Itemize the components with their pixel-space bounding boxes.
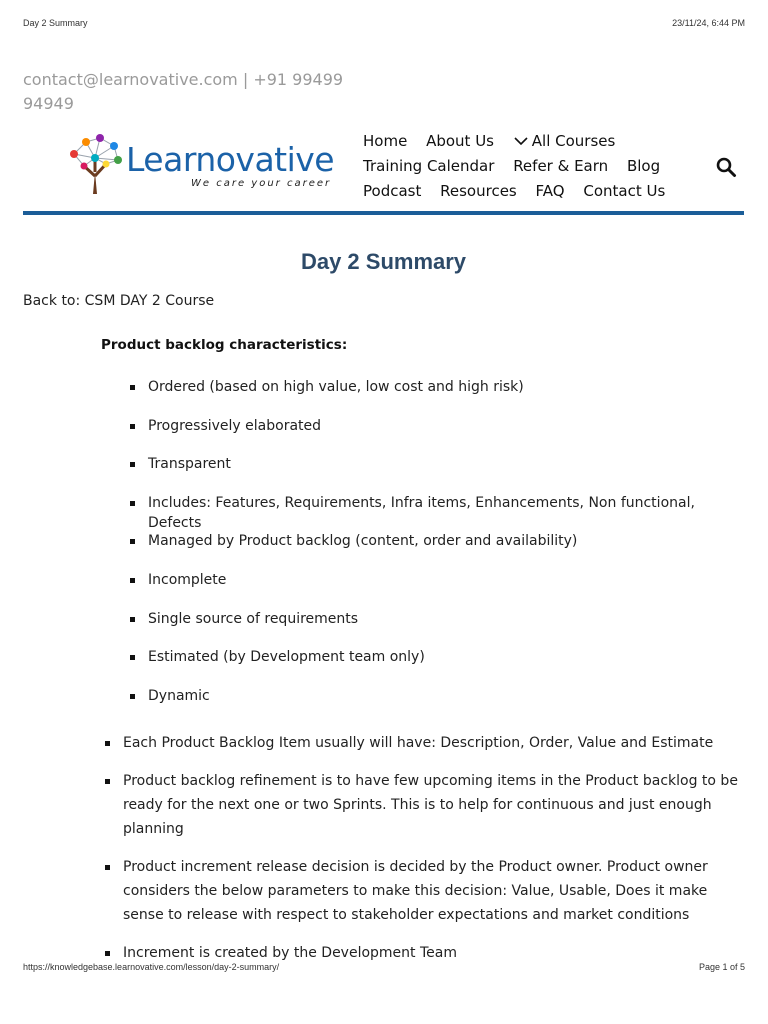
print-header-title: Day 2 Summary xyxy=(23,18,88,28)
back-to-course-link[interactable]: Back to: CSM DAY 2 Course xyxy=(23,293,215,309)
characteristics-list xyxy=(130,377,750,724)
nav-home[interactable]: Home xyxy=(363,132,408,150)
list-item: Dynamic xyxy=(130,686,750,725)
logo-wordmark: Learnovative xyxy=(126,140,335,179)
list-item: Single source of requirements xyxy=(130,609,750,648)
search-icon[interactable] xyxy=(715,156,737,178)
list-item: Includes: Features, Requirements, Infra items, Enhancements, Non functional, Defects xyxy=(130,493,750,532)
list-item: Product backlog refinement is to have few upcoming items in the Product backlog to be ready for the next one or two Sprints. This is to help for continuous and just enough planning xyxy=(105,769,750,841)
summary-points-list xyxy=(105,731,750,979)
chevron-down-icon[interactable] xyxy=(513,135,529,147)
nav-podcast[interactable]: Podcast xyxy=(363,182,422,200)
main-navigation xyxy=(363,131,703,206)
list-item: Ordered (based on high value, low cost and high risk) xyxy=(130,377,750,416)
nav-all-courses-label: All Courses xyxy=(531,132,616,150)
list-item: Product increment release decision is decided by the Product owner. Product owner considers the below parameters to make this decision: Value, Usable, Does it make sense to release with respect to stakeholder expectations and market conditions xyxy=(105,855,750,927)
nav-blog[interactable]: Blog xyxy=(626,157,661,175)
header-divider xyxy=(23,211,744,215)
print-header-timestamp: 23/11/24, 6:44 PM xyxy=(672,18,745,28)
list-item: Incomplete xyxy=(130,570,750,609)
nav-about-us[interactable]: About Us xyxy=(426,132,494,150)
nav-all-courses[interactable] xyxy=(513,131,616,152)
print-footer xyxy=(23,962,745,976)
nav-refer-earn[interactable]: Refer & Earn xyxy=(513,157,609,175)
print-footer-url: https://knowledgebase.learnovative.com/lesson/day-2-summary/ xyxy=(23,962,280,972)
nav-resources[interactable]: Resources xyxy=(440,182,517,200)
contact-info[interactable] xyxy=(23,68,363,116)
list-item: Each Product Backlog Item usually will have: Description, Order, Value and Estimate xyxy=(105,731,750,755)
list-item: Transparent xyxy=(130,454,750,493)
print-footer-page: Page 1 of 5 xyxy=(698,962,745,972)
list-item: Estimated (by Development team only) xyxy=(130,647,750,686)
list-item: Increment is created by the Development Team xyxy=(105,941,750,965)
nav-faq[interactable]: FAQ xyxy=(535,182,565,200)
site-logo[interactable] xyxy=(66,132,341,194)
page-title: Day 2 Summary xyxy=(300,249,467,274)
list-item: Progressively elaborated xyxy=(130,416,750,455)
tree-logo-icon xyxy=(66,132,124,194)
logo-tagline: We care your career xyxy=(191,178,332,189)
contact-line-1[interactable]: contact@learnovative.com | +91 99499 xyxy=(23,70,344,89)
section-heading: Product backlog characteristics: xyxy=(101,337,348,353)
nav-contact-us[interactable]: Contact Us xyxy=(583,182,666,200)
contact-line-2[interactable]: 94949 xyxy=(23,94,74,113)
nav-training-calendar[interactable]: Training Calendar xyxy=(363,157,495,175)
print-header xyxy=(23,18,745,32)
list-item: Managed by Product backlog (content, order and availability) xyxy=(130,531,750,570)
